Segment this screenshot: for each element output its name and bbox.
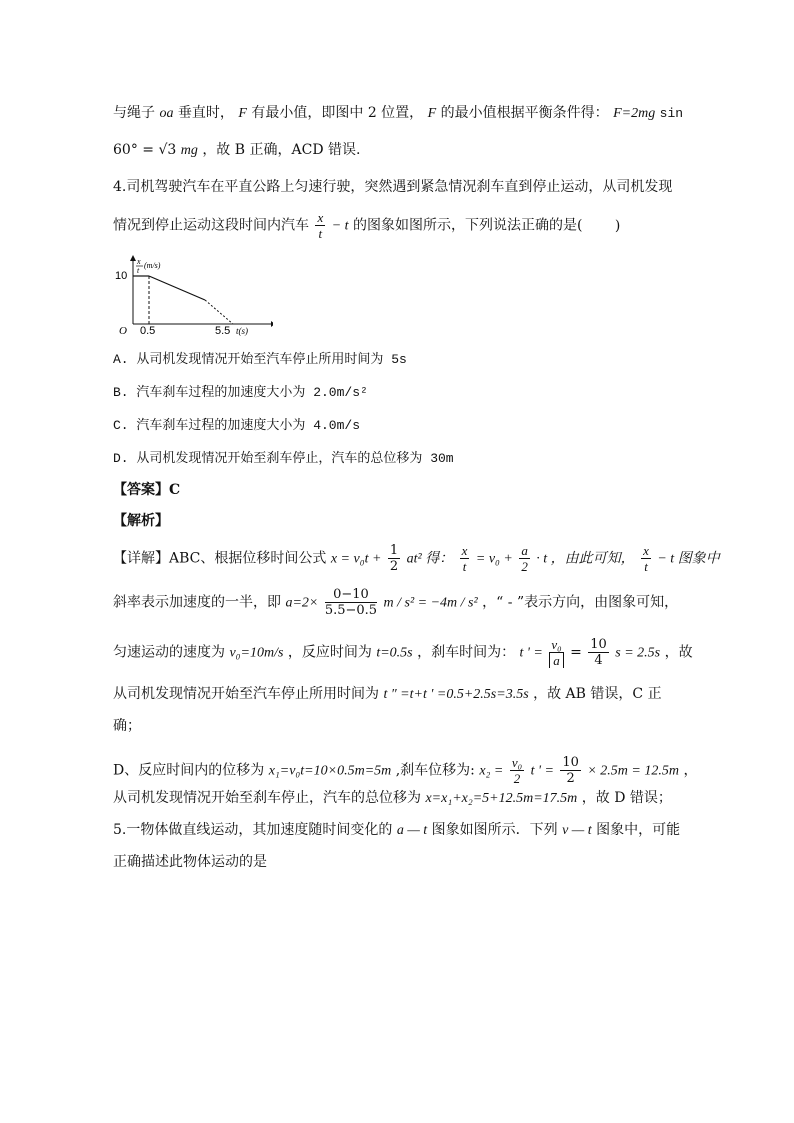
ylabel-unit: (m/s) [144, 261, 161, 270]
text: 的图象如图所示，下列说法正确的是( [352, 217, 583, 234]
formula: · t ，由此可知， [536, 551, 635, 567]
text: 图象中，可能 [596, 822, 681, 838]
text: ，故 B 正确，ACD 错误. [202, 142, 361, 158]
formula: t ' = [530, 763, 554, 779]
decreasing-segment [149, 276, 205, 300]
detail-line-7 [113, 788, 672, 809]
text: F [238, 106, 247, 121]
detail-line-6 [113, 755, 697, 786]
frac-den: 2 [513, 771, 521, 786]
text: mg [180, 143, 198, 158]
formula: v — t [562, 823, 592, 838]
xt-graph [113, 254, 273, 336]
frac-den: 2 [389, 559, 399, 574]
text: 有最小值，即图中 2 位置， [251, 105, 424, 121]
text: − t [331, 218, 349, 234]
frac-num: v₀ [551, 637, 562, 652]
detail-line-1 [113, 543, 720, 574]
frac-den: 2 [566, 771, 575, 786]
frac-num: x [461, 543, 468, 558]
question-5-line-1 [113, 820, 680, 841]
text: 5.一物体做直线运动，其加速度随时间变化的 [113, 822, 393, 838]
text: 情况到停止运动这段时间内汽车 [113, 217, 309, 234]
frac-num: x [643, 543, 649, 558]
text: 的最小值根据平衡条件得： [440, 105, 609, 121]
text: ， [683, 762, 698, 779]
text: ) [614, 217, 621, 234]
frac-num: v₀ [511, 755, 523, 770]
fraction [549, 637, 563, 668]
option-c: C. 汽车刹车过程的加速度大小为 4.0m/s [113, 418, 361, 433]
frac-num: 10 [562, 755, 579, 770]
detail-line-3 [113, 637, 693, 668]
formula: = v₀ + [475, 551, 513, 567]
text: 斜率表示加速度的一半，即 [113, 594, 281, 611]
fraction [388, 543, 400, 574]
frac-den: 4 [594, 653, 603, 668]
y-value-label: 10 [115, 270, 128, 282]
x-tick-0-5: 0.5 [140, 325, 156, 336]
formula: t=0.5s [376, 645, 413, 661]
detail-line-2 [113, 587, 678, 618]
text: ,刹车位移为: [395, 762, 475, 779]
formula: m / s² = −4m / s² [383, 595, 478, 611]
frac-den: t [318, 226, 323, 241]
detail-line-4 [113, 684, 662, 705]
formula: a — t [396, 823, 428, 838]
frac-num: x [317, 210, 324, 225]
fraction [588, 637, 609, 668]
text: 匀速运动的速度为 [113, 644, 225, 661]
frac-den: a [549, 653, 563, 668]
frac-den: 2 [521, 559, 528, 574]
formula: × 2.5m = 12.5m [587, 763, 679, 779]
text: 图象如图所示．下列 [431, 822, 558, 838]
frac-den: t [644, 559, 648, 574]
x-axis-label: t(s) [236, 326, 248, 336]
text: sin [659, 106, 684, 121]
fraction [325, 587, 377, 618]
question-4-line-1: 4.司机驾驶汽车在平直公路上匀速行驶，突然遇到紧急情况刹车直到停止运动，从司机发现 [113, 179, 673, 195]
x-axis-arrow-icon [271, 321, 273, 327]
frac-den: t [462, 559, 467, 574]
formula: x=x₁+x₂=5+12.5m=17.5m [425, 791, 578, 806]
text: ，刹车时间为： [417, 644, 516, 661]
frac-num: a [521, 543, 528, 558]
formula: x₂ = [479, 763, 504, 779]
text: 60° = [113, 142, 154, 158]
y-axis-arrow-icon [130, 255, 136, 261]
formula: x = v₀t + [330, 551, 382, 567]
text: oa [159, 106, 174, 121]
fraction [641, 543, 651, 574]
ylabel-t: t [137, 266, 140, 275]
text: ，故 D 错误； [581, 790, 672, 806]
text: 垂直时， [177, 105, 234, 121]
text-line-1 [113, 103, 683, 124]
sqrt3: √3 [158, 142, 177, 158]
fraction [560, 755, 581, 786]
detail-line-5: 确； [113, 718, 141, 734]
question-5-line-2: 正确描述此物体运动的是 [113, 854, 267, 870]
formula: t ″ =t+t ′ =0.5+2.5s=3.5s [383, 687, 529, 702]
fraction-x-t [315, 210, 325, 241]
text: 与绳子 [113, 105, 155, 121]
formula: − t 图象中 [657, 551, 720, 567]
ylabel-x: x [137, 257, 141, 266]
frac-num: 1 [389, 543, 399, 558]
text: D、反应时间内的位移为 [113, 762, 265, 779]
formula: t ' = [519, 645, 543, 661]
formula: a=2× [285, 595, 319, 611]
extrapolated-segment [205, 300, 233, 324]
formula: at² 得： [406, 551, 454, 567]
option-b: B. 汽车刹车过程的加速度大小为 2.0m/s² [113, 385, 368, 400]
text: F [427, 106, 437, 121]
text-line-2 [113, 140, 360, 161]
analysis-heading: 【解析】 [113, 513, 169, 529]
question-4-line-2 [113, 210, 620, 241]
text: ，故 [664, 644, 693, 661]
frac-den: 5.5−0.5 [324, 603, 378, 618]
text: ，“ - ”表示方向，由图象可知， [482, 594, 679, 611]
text: 从司机发现情况开始至刹车停止，汽车的总位移为 [113, 790, 421, 806]
option-d: D. 从司机发现情况开始至刹车停止，汽车的总位移为 30m [113, 451, 454, 466]
x-tick-5-5: 5.5 [215, 325, 231, 336]
text: ，故 AB 错误，C 正 [533, 686, 662, 702]
formula: x₁=v₀t=10×0.5m=5m [268, 763, 392, 779]
formula: = [570, 644, 582, 661]
fraction [519, 543, 530, 574]
frac-num: 10 [590, 637, 607, 652]
formula: v₀=10m/s [229, 645, 284, 661]
text: 从司机发现情况开始至汽车停止所用时间为 [113, 686, 379, 702]
text: F=2mg [613, 106, 656, 121]
origin-label: O [119, 325, 127, 336]
text: ，反应时间为 [287, 644, 372, 661]
fraction [510, 755, 524, 786]
text: 【详解】ABC、根据位移时间公式 [113, 550, 327, 567]
option-a: A. 从司机发现情况开始至汽车停止所用时间为 5s [113, 352, 407, 367]
answer-line: 【答案】C [113, 482, 181, 498]
frac-num: 0−10 [325, 587, 377, 603]
fraction [460, 543, 470, 574]
formula: s = 2.5s [615, 645, 661, 661]
